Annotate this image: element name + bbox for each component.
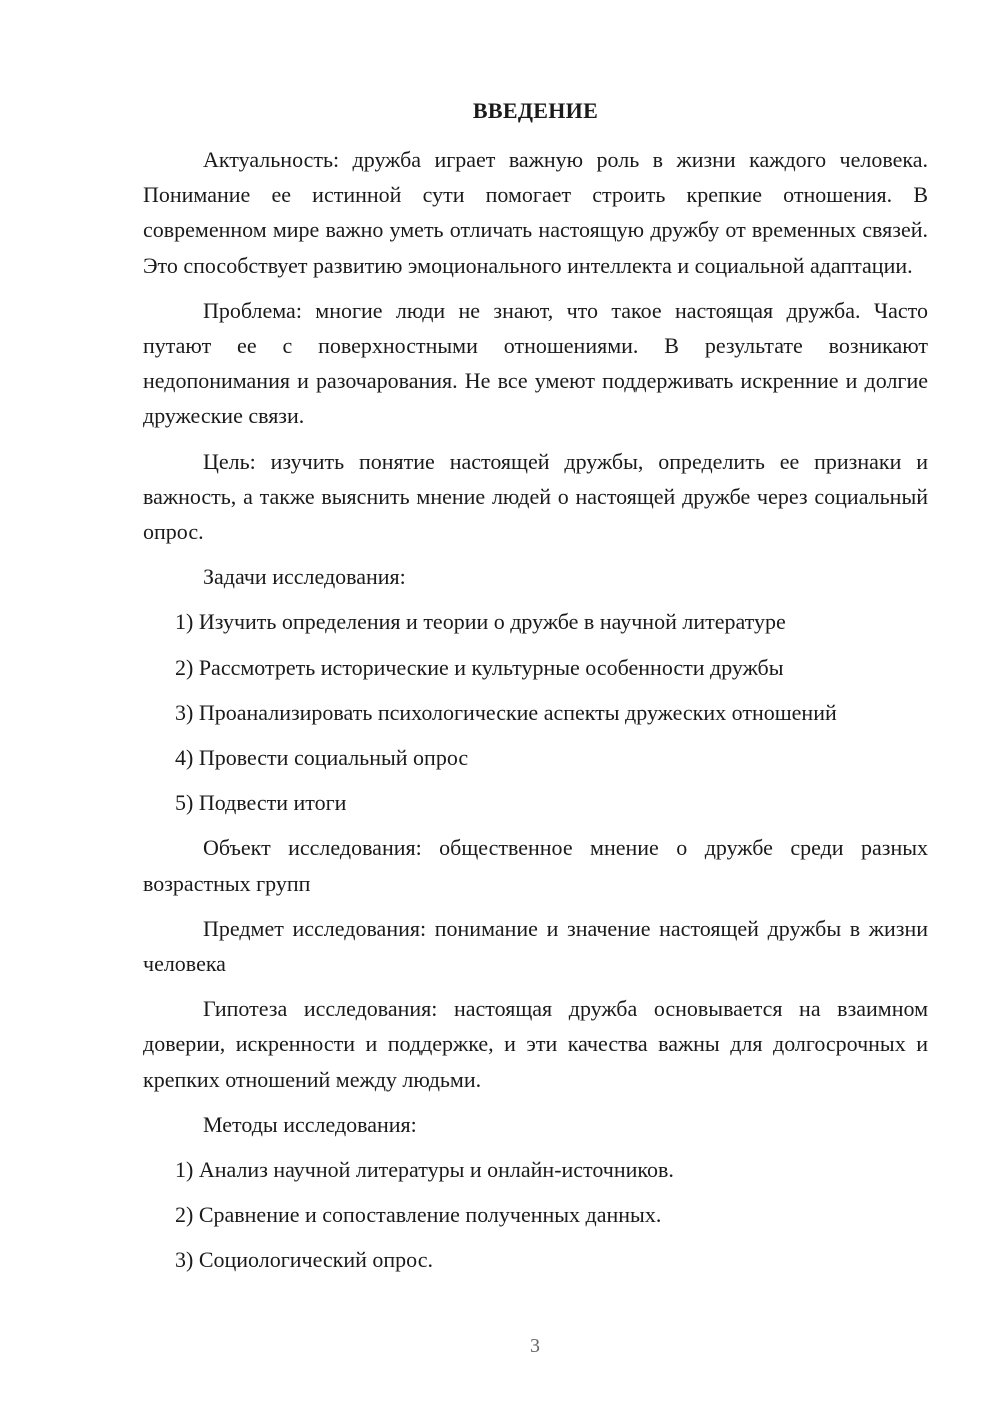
tasks-title: Задачи исследования: [203, 564, 406, 590]
methods-title: Методы исследования: [203, 1111, 417, 1137]
method-item: 3) Социологический опрос. [175, 1247, 433, 1273]
task-item: 1) Изучить определения и теории о дружбе в научной литературе [175, 609, 786, 635]
relevance-paragraph: Актуальность: дружба играет важную роль в жизни каждого человека. Понимание ее истинной сути помогает строить крепкие отношения. В современном мире важно уметь отличать настоящую дружбу от временных связей. Это способствует развитию эмоционального интеллекта и социальной адаптации. [143, 147, 928, 278]
page-number: 3 [530, 1335, 540, 1357]
hypothesis-paragraph: Гипотеза исследования: настоящая дружба основывается на взаимном доверии, искренности и поддержке, и эти качества важны для долгосрочных и крепких отношений между людьми. [143, 996, 928, 1092]
method-item: 2) Сравнение и сопоставление полученных данных. [175, 1202, 662, 1228]
method-item: 1) Анализ научной литературы и онлайн-источников. [175, 1157, 674, 1183]
goal-paragraph: Цель: изучить понятие настоящей дружбы, определить ее признаки и важность, а также выяснить мнение людей о настоящей дружбе через социальный опрос. [143, 448, 928, 545]
object-paragraph: Объект исследования: общественное мнение о дружбе среди разных возрастных групп [143, 835, 928, 896]
problem-paragraph: Проблема: многие люди не знают, что такое настоящая дружба. Часто путают ее с поверхностными отношениями. В результате возникают недопонимания и разочарования. Не все умеют поддерживать искренние и долгие дружеские связи. [143, 297, 928, 429]
tasks-list [143, 604, 928, 820]
task-item: 3) Проанализировать психологические аспекты дружеских отношений [175, 699, 837, 725]
section-heading: ВВЕДЕНИЕ [472, 98, 599, 123]
task-item: 5) Подвести итоги [175, 790, 347, 816]
document-body [143, 142, 928, 1288]
task-item: 4) Провести социальный опрос [175, 745, 469, 771]
task-item: 2) Рассмотреть исторические и культурные особенности дружбы [175, 654, 784, 680]
subject-paragraph: Предмет исследования: понимание и значение настоящей дружбы в жизни человека [143, 915, 928, 977]
methods-list [143, 1152, 928, 1278]
